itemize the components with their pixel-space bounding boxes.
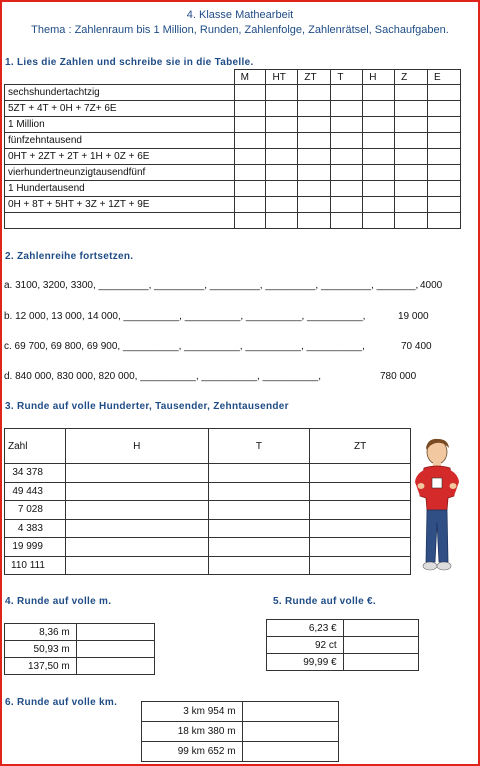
round-meters-table [4, 623, 155, 675]
row-label: vierhundertneunzigtausendfünf [5, 165, 235, 181]
table-row [5, 464, 411, 483]
row-label [5, 213, 235, 229]
answer-cell[interactable] [298, 165, 331, 181]
answer-cell[interactable] [234, 165, 266, 181]
round-euro-table [266, 619, 419, 671]
boy-illustration [412, 438, 462, 574]
answer-cell[interactable] [395, 213, 428, 229]
answer-cell[interactable] [395, 149, 428, 165]
sequence-line-a: a. 3100, 3200, 3300, _________, _________, _________, _________, _________, _______, [4, 280, 419, 291]
row-label: 1 Million [5, 117, 235, 133]
answer-cell[interactable] [428, 101, 461, 117]
answer-cell[interactable] [331, 85, 363, 101]
table-row [5, 482, 411, 501]
value-cell: 34 378 [5, 464, 66, 483]
answer-cell[interactable] [343, 654, 418, 671]
answer-cell[interactable] [363, 165, 395, 181]
answer-cell[interactable] [65, 464, 208, 483]
answer-cell[interactable] [266, 133, 298, 149]
answer-cell[interactable] [395, 181, 428, 197]
answer-cell[interactable] [310, 538, 411, 557]
answer-cell[interactable] [76, 641, 154, 658]
col-header: ZT [298, 70, 331, 85]
answer-cell[interactable] [298, 85, 331, 101]
answer-cell[interactable] [428, 117, 461, 133]
table-header-row [5, 70, 461, 85]
col-header: M [234, 70, 266, 85]
answer-cell[interactable] [208, 501, 310, 520]
answer-cell[interactable] [395, 101, 428, 117]
table-row [5, 165, 461, 181]
value-cell: 99,99 € [267, 654, 344, 671]
sequence-end-b: 19 000 [398, 311, 429, 322]
answer-cell[interactable] [331, 181, 363, 197]
answer-cell[interactable] [331, 197, 363, 213]
answer-cell[interactable] [234, 149, 266, 165]
answer-cell[interactable] [65, 482, 208, 501]
table-header-row [5, 429, 411, 464]
row-label: fünfzehntausend [5, 133, 235, 149]
table-row [5, 658, 155, 675]
answer-cell[interactable] [266, 197, 298, 213]
answer-cell[interactable] [234, 213, 266, 229]
section-6-heading: 6. Runde auf volle km. [5, 697, 118, 708]
answer-cell[interactable] [310, 482, 411, 501]
answer-cell[interactable] [242, 702, 338, 722]
answer-cell[interactable] [266, 117, 298, 133]
answer-cell[interactable] [266, 85, 298, 101]
answer-cell[interactable] [428, 181, 461, 197]
section-1-heading: 1. Lies die Zahlen und schreibe sie in die Tabelle. [5, 57, 254, 68]
table-row [5, 501, 411, 520]
answer-cell[interactable] [395, 165, 428, 181]
answer-cell[interactable] [428, 165, 461, 181]
answer-cell[interactable] [343, 637, 418, 654]
answer-cell[interactable] [234, 181, 266, 197]
answer-cell[interactable] [363, 85, 395, 101]
answer-cell[interactable] [428, 213, 461, 229]
row-label: 5ZT + 4T + 0H + 7Z+ 6E [5, 101, 235, 117]
col-header: E [428, 70, 461, 85]
row-label: 1 Hundertausend [5, 181, 235, 197]
answer-cell[interactable] [331, 101, 363, 117]
col-header: Z [395, 70, 428, 85]
answer-cell[interactable] [298, 197, 331, 213]
value-cell: 49 443 [5, 482, 66, 501]
rounding-table [4, 428, 411, 575]
answer-cell[interactable] [331, 133, 363, 149]
table-row [142, 742, 339, 762]
value-cell: 7 028 [5, 501, 66, 520]
answer-cell[interactable] [208, 556, 310, 575]
answer-cell[interactable] [363, 133, 395, 149]
table-row [267, 654, 419, 671]
answer-cell[interactable] [266, 181, 298, 197]
answer-cell[interactable] [310, 556, 411, 575]
answer-cell[interactable] [310, 501, 411, 520]
section-5-heading: 5. Runde auf volle €. [273, 596, 376, 607]
answer-cell[interactable] [310, 464, 411, 483]
answer-cell[interactable] [363, 213, 395, 229]
answer-cell[interactable] [65, 538, 208, 557]
col-header: T [331, 70, 363, 85]
answer-cell[interactable] [234, 101, 266, 117]
table-row [5, 538, 411, 557]
table-row [267, 637, 419, 654]
value-cell: 6,23 € [267, 620, 344, 637]
answer-cell[interactable] [363, 181, 395, 197]
answer-cell[interactable] [298, 213, 331, 229]
answer-cell[interactable] [242, 742, 338, 762]
place-value-table [4, 69, 461, 229]
answer-cell[interactable] [65, 519, 208, 538]
table-row [267, 620, 419, 637]
sequence-line-c: c. 69 700, 69 800, 69 900, __________, __________, __________, __________, [4, 341, 365, 352]
value-cell: 137,50 m [5, 658, 77, 675]
row-label: sechshundertachtzig [5, 85, 235, 101]
answer-cell[interactable] [428, 149, 461, 165]
answer-cell[interactable] [208, 538, 310, 557]
answer-cell[interactable] [234, 85, 266, 101]
section-2-heading: 2. Zahlenreihe fortsetzen. [5, 251, 134, 262]
answer-cell[interactable] [428, 197, 461, 213]
round-km-table [141, 701, 339, 762]
answer-cell[interactable] [266, 213, 298, 229]
answer-cell[interactable] [298, 101, 331, 117]
answer-cell[interactable] [208, 464, 310, 483]
answer-cell[interactable] [298, 149, 331, 165]
value-cell: 92 ct [267, 637, 344, 654]
row-label: 0H + 8T + 5HT + 3Z + 1ZT + 9E [5, 197, 235, 213]
answer-cell[interactable] [76, 658, 154, 675]
answer-cell[interactable] [298, 133, 331, 149]
answer-cell[interactable] [395, 133, 428, 149]
col-header-t: T [208, 429, 310, 464]
answer-cell[interactable] [266, 165, 298, 181]
table-row [5, 641, 155, 658]
answer-cell[interactable] [428, 85, 461, 101]
answer-cell[interactable] [208, 519, 310, 538]
col-header-h: H [65, 429, 208, 464]
sequence-end-d: 780 000 [380, 371, 417, 382]
value-cell: 50,93 m [5, 641, 77, 658]
col-header: HT [266, 70, 298, 85]
sequence-line-b: b. 12 000, 13 000, 14 000, __________, __________, __________, __________, [4, 311, 366, 322]
value-cell: 99 km 652 m [142, 742, 243, 762]
answer-cell[interactable] [363, 117, 395, 133]
col-header-zt: ZT [310, 429, 411, 464]
answer-cell[interactable] [363, 149, 395, 165]
table-row [5, 149, 461, 165]
answer-cell[interactable] [234, 133, 266, 149]
value-cell: 18 km 380 m [142, 722, 243, 742]
answer-cell[interactable] [208, 482, 310, 501]
col-header-zahl: Zahl [5, 429, 66, 464]
answer-cell[interactable] [363, 197, 395, 213]
answer-cell[interactable] [298, 181, 331, 197]
value-cell: 19 999 [5, 538, 66, 557]
value-cell: 3 km 954 m [142, 702, 243, 722]
answer-cell[interactable] [363, 101, 395, 117]
table-row [5, 624, 155, 641]
table-row [5, 85, 461, 101]
section-3-heading: 3. Runde auf volle Hunderter, Tausender, Zehntausender [5, 401, 289, 412]
worksheet-subtitle: Thema : Zahlenraum bis 1 Million, Runden, Zahlenfolge, Zahlenrätsel, Sachaufgaben. [31, 24, 449, 36]
answer-cell[interactable] [331, 149, 363, 165]
answer-cell[interactable] [331, 165, 363, 181]
table-row [5, 556, 411, 575]
answer-cell[interactable] [266, 101, 298, 117]
table-row [5, 101, 461, 117]
answer-cell[interactable] [428, 133, 461, 149]
answer-cell[interactable] [310, 519, 411, 538]
answer-cell[interactable] [76, 624, 154, 641]
answer-cell[interactable] [266, 149, 298, 165]
answer-cell[interactable] [234, 117, 266, 133]
answer-cell[interactable] [242, 722, 338, 742]
table-row [5, 181, 461, 197]
empty-header-cell [5, 70, 235, 85]
sequence-end-c: 70 400 [401, 341, 432, 352]
table-row [142, 722, 339, 742]
answer-cell[interactable] [65, 556, 208, 575]
value-cell: 8,36 m [5, 624, 77, 641]
table-row [5, 133, 461, 149]
worksheet-title: 4. Klasse Mathearbeit [186, 9, 294, 21]
answer-cell[interactable] [395, 85, 428, 101]
table-row [5, 197, 461, 213]
table-row [5, 519, 411, 538]
col-header: H [363, 70, 395, 85]
answer-cell[interactable] [331, 213, 363, 229]
answer-cell[interactable] [331, 117, 363, 133]
answer-cell[interactable] [65, 501, 208, 520]
value-cell: 110 111 [5, 556, 66, 575]
answer-cell[interactable] [395, 117, 428, 133]
table-row [5, 213, 461, 229]
section-4-heading: 4. Runde auf volle m. [5, 596, 112, 607]
answer-cell[interactable] [234, 197, 266, 213]
table-row [142, 702, 339, 722]
value-cell: 4 383 [5, 519, 66, 538]
answer-cell[interactable] [298, 117, 331, 133]
answer-cell[interactable] [395, 197, 428, 213]
row-label: 0HT + 2ZT + 2T + 1H + 0Z + 6E [5, 149, 235, 165]
answer-cell[interactable] [343, 620, 418, 637]
table-row [5, 117, 461, 133]
sequence-line-d: d. 840 000, 830 000, 820 000, __________, __________, __________, [4, 371, 321, 382]
sequence-end-a: 4000 [420, 280, 443, 291]
